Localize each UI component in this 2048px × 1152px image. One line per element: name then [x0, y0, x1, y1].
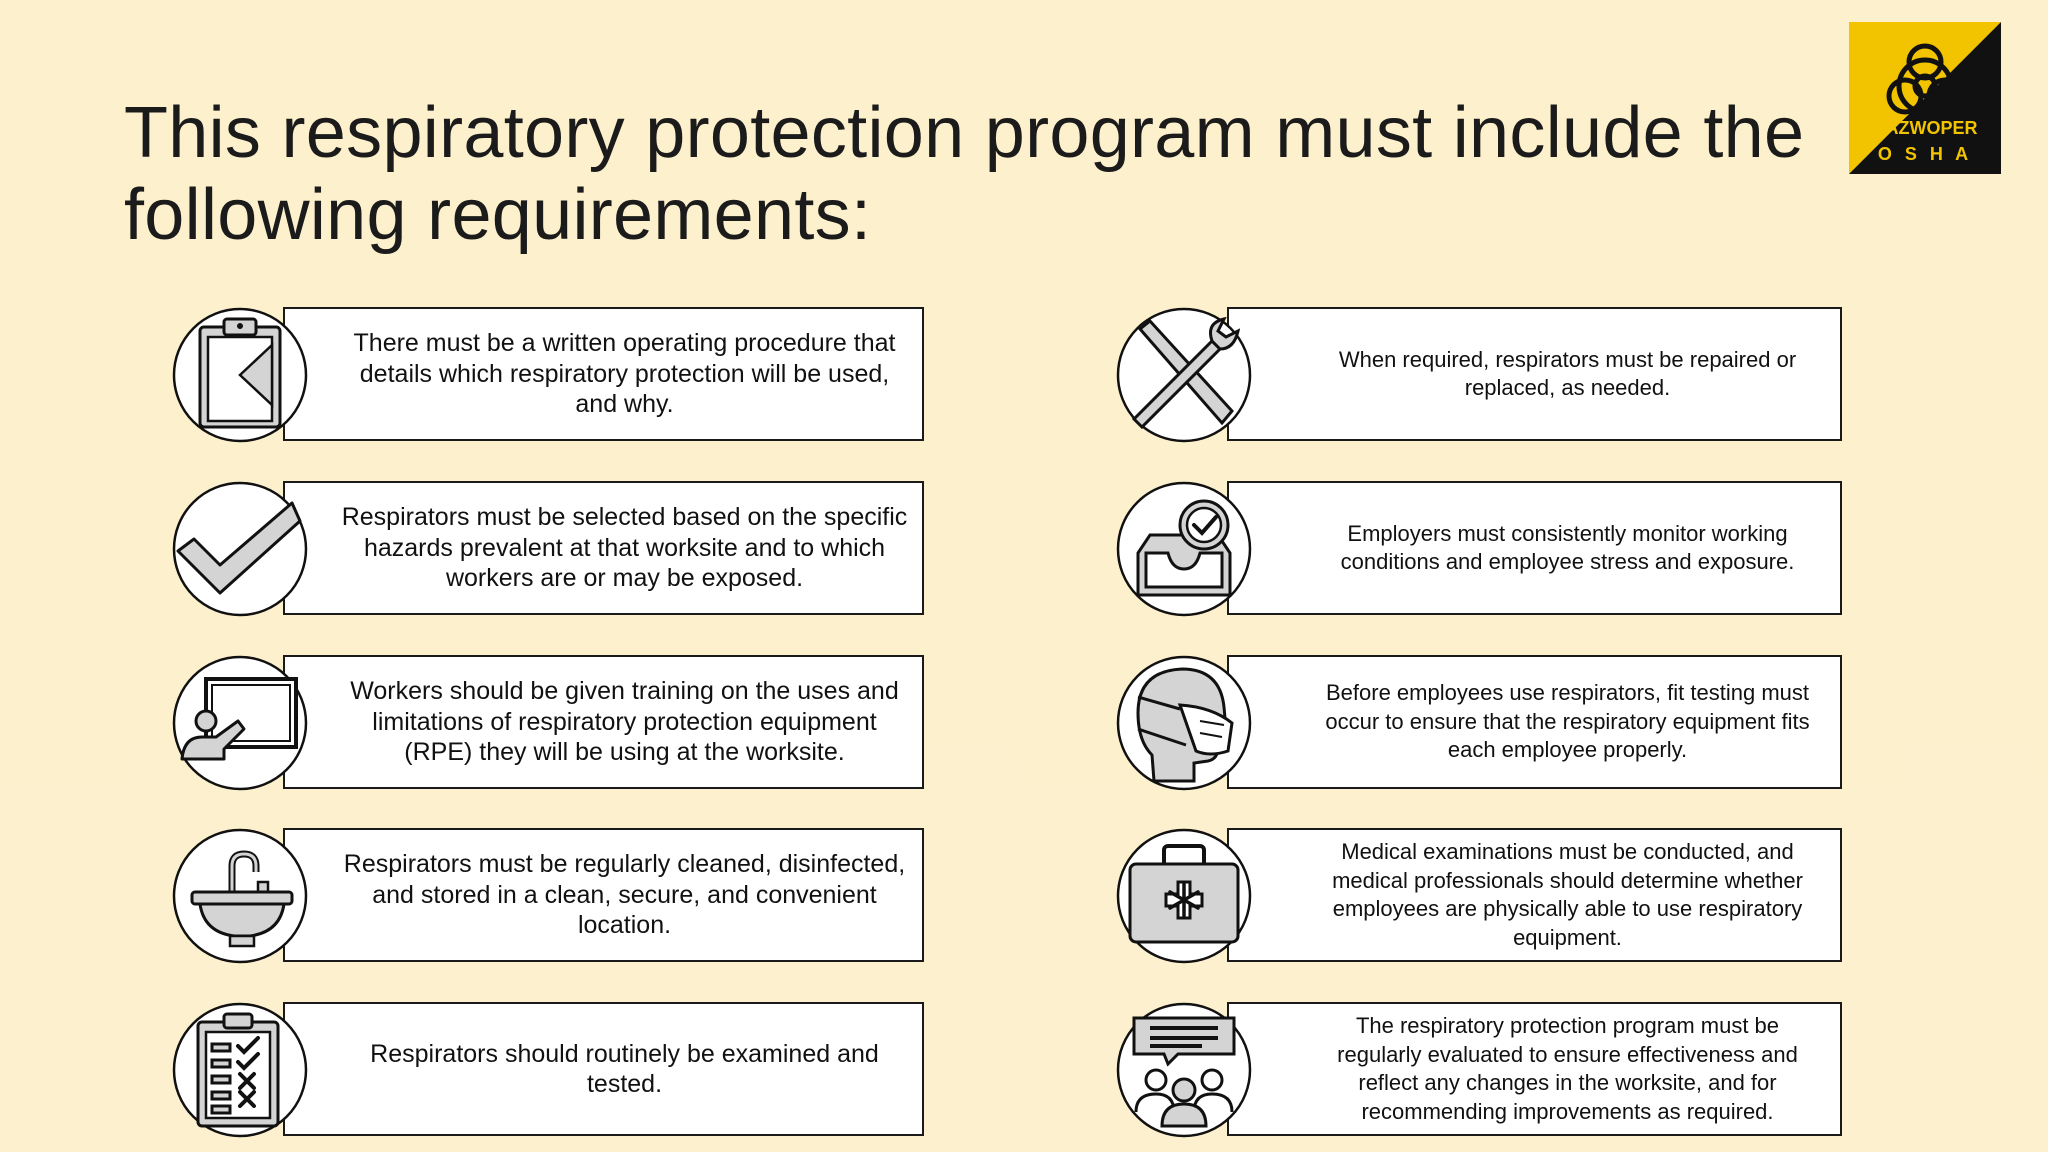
requirement-text: Respirators must be selected based on the specific hazards prevalent at that worksite and to which workers are or may be exposed. [341, 503, 908, 593]
mask-head-icon [1116, 655, 1252, 791]
requirement-text: Before employees use respirators, fit testing must occur to ensure that the respiratory equipment fits each employee properly. [1325, 680, 1810, 763]
inbox-check-icon [1116, 481, 1252, 617]
team-discussion-icon [1116, 1002, 1252, 1138]
requirement-card [1227, 655, 1842, 789]
requirement-card [283, 481, 924, 615]
svg-text:HAZWOPER: HAZWOPER [1872, 118, 1978, 138]
hazwoper-osha-logo [1849, 22, 2001, 174]
requirement-text: There must be a written operating procedure that details which respiratory protection will be used, and why. [353, 329, 896, 419]
requirement-text: When required, respirators must be repaired or replaced, as needed. [1338, 346, 1797, 400]
requirement-text: The respiratory protection program must be regularly evaluated to ensure effectiveness and reflect any changes in the worksite, and for recommending improvements as required. [1337, 1013, 1798, 1124]
checkmark-icon [172, 481, 308, 617]
requirement-card [283, 307, 924, 441]
requirement-text: Employers must consistently monitor working conditions and employee stress and exposure. [1340, 520, 1795, 574]
checklist-icon [172, 1002, 308, 1138]
requirement-card [283, 655, 924, 789]
tools-icon [1116, 307, 1252, 443]
requirement-card [1227, 307, 1842, 441]
requirement-card [1227, 828, 1842, 962]
sink-icon [172, 828, 308, 964]
requirement-card [1227, 481, 1842, 615]
requirement-text: Respirators should routinely be examined and tested. [370, 1039, 879, 1098]
requirement-text: Workers should be given training on the uses and limitations of respiratory protection equipment (RPE) they will be using at the worksite. [350, 677, 899, 767]
requirement-text: Respirators must be regularly cleaned, disinfected, and stored in a clean, secure, and convenient location. [343, 850, 906, 940]
presentation-icon [172, 655, 308, 791]
svg-text:O S H A: O S H A [1877, 144, 1973, 164]
requirement-card [283, 828, 924, 962]
clipboard-icon [172, 307, 308, 443]
slide-title: This respiratory protection program must include the following requirements: [124, 93, 1805, 255]
requirement-card [283, 1002, 924, 1136]
medical-kit-icon [1116, 828, 1252, 964]
requirement-text: Medical examinations must be conducted, and medical professionals should determine whether employees are physically able to use respiratory equipment. [1332, 839, 1803, 950]
requirement-card [1227, 1002, 1842, 1136]
